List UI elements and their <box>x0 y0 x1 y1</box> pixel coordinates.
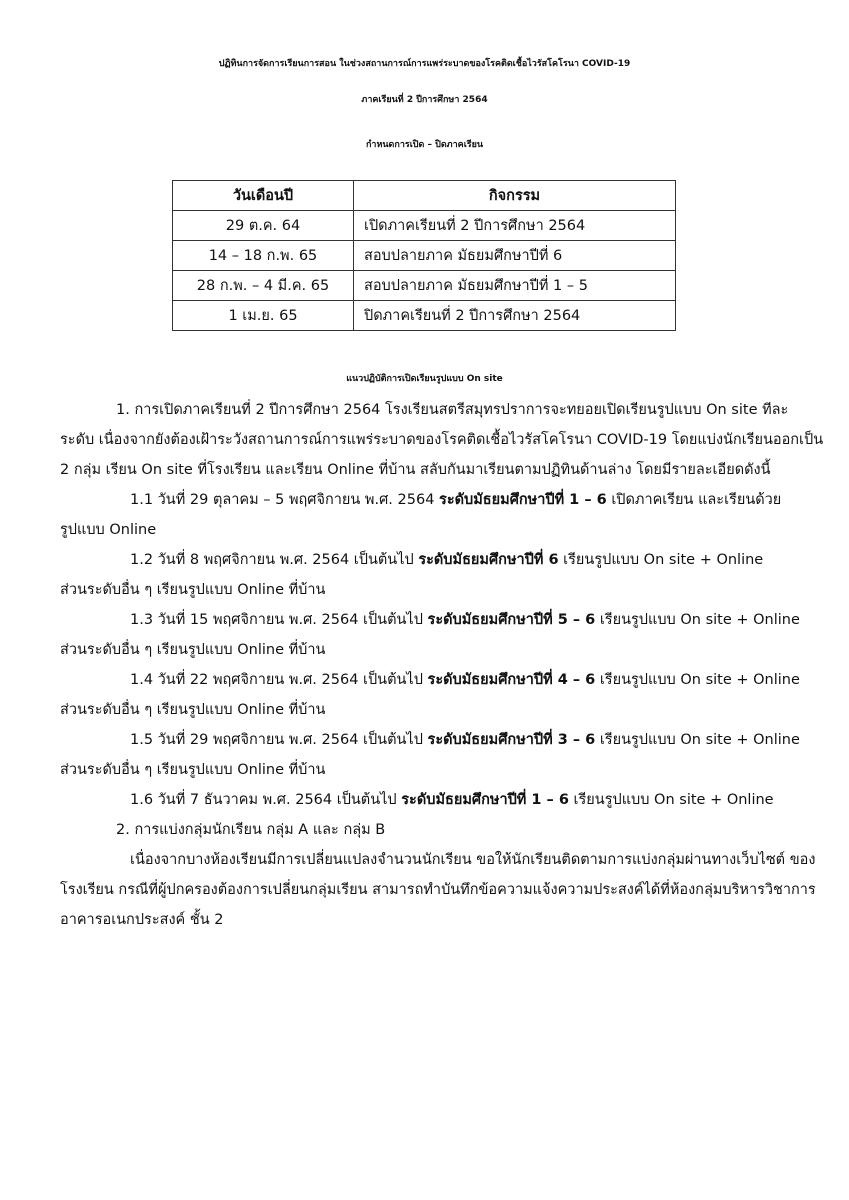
grade-level: ระดับมัธยมศึกษาปีที่ 3 – 6 <box>427 732 596 748</box>
list-item: 1.6 วันที่ 7 ธันวาคม พ.ศ. 2564 เป็นต้นไป ระดับมัธยมศึกษาปีที่ 1 – 6 เรียนรูปแบบ On site + Online <box>130 792 774 808</box>
grade-level: ระดับมัธยมศึกษาปีที่ 1 – 6 <box>401 792 569 808</box>
grade-level: ระดับมัธยมศึกษาปีที่ 4 – 6 <box>427 672 596 688</box>
paragraph-1-line-2: ระดับ เนื่องจากยังต้องเฝ้าระวังสถานการณ์การแพร่ระบาดของโรคติดเชื้อไวรัสโคโรนา COVID-19 โดยแบ่งนักเรียนออกเป็น <box>60 432 824 448</box>
paragraph-2-line-3: อาคารอเนกประสงค์ ชั้น 2 <box>60 912 224 928</box>
grade-level: ระดับมัธยมศึกษาปีที่ 5 – 6 <box>427 612 596 628</box>
schedule-table <box>172 180 676 331</box>
table-header-row <box>173 181 676 211</box>
cell-activity: ปิดภาคเรียนที่ 2 ปีการศึกษา 2564 <box>354 301 676 331</box>
paragraph-2-heading: 2. การแบ่งกลุ่มนักเรียน กลุ่ม A และ กลุ่ม B <box>116 822 386 838</box>
list-item-continuation: ส่วนระดับอื่น ๆ เรียนรูปแบบ Online ที่บ้าน <box>60 642 326 658</box>
guideline-heading: แนวปฏิบัติการเปิดเรียนรูปแบบ On site <box>346 374 503 384</box>
cell-date: 1 เม.ย. 65 <box>173 301 354 331</box>
grade-level: ระดับมัธยมศึกษาปีที่ 1 – 6 <box>439 492 607 508</box>
list-item-continuation: ส่วนระดับอื่น ๆ เรียนรูปแบบ Online ที่บ้าน <box>60 582 326 598</box>
table-row <box>173 211 676 241</box>
list-item: 1.3 วันที่ 15 พฤศจิกายน พ.ศ. 2564 เป็นต้นไป ระดับมัธยมศึกษาปีที่ 5 – 6 เรียนรูปแบบ On site + Online <box>130 612 800 628</box>
column-header-activity: กิจกรรม <box>354 181 676 211</box>
paragraph-2-line-2: โรงเรียน กรณีที่ผู้ปกครองต้องการเปลี่ยนกลุ่มเรียน สามารถทำบันทึกข้อความแจ้งความประสงค์ได้ที่ห้องกลุ่มบริหารวิชาการ <box>60 882 816 898</box>
cell-activity: สอบปลายภาค มัธยมศึกษาปีที่ 6 <box>354 241 676 271</box>
column-header-date: วันเดือนปี <box>173 181 354 211</box>
paragraph-2-line-1: เนื่องจากบางห้องเรียนมีการเปลี่ยนแปลงจำนวนนักเรียน ขอให้นักเรียนติดตามการแบ่งกลุ่มผ่านทางเว็บไซต์ ของ <box>130 852 816 868</box>
table-row <box>173 301 676 331</box>
cell-date: 28 ก.พ. – 4 มี.ค. 65 <box>173 271 354 301</box>
list-item-continuation: ส่วนระดับอื่น ๆ เรียนรูปแบบ Online ที่บ้าน <box>60 762 326 778</box>
list-item: 1.2 วันที่ 8 พฤศจิกายน พ.ศ. 2564 เป็นต้นไป ระดับมัธยมศึกษาปีที่ 6 เรียนรูปแบบ On site + Online <box>130 552 764 568</box>
table-row <box>173 271 676 301</box>
list-item-continuation: ส่วนระดับอื่น ๆ เรียนรูปแบบ Online ที่บ้าน <box>60 702 326 718</box>
list-item: 1.4 วันที่ 22 พฤศจิกายน พ.ศ. 2564 เป็นต้นไป ระดับมัธยมศึกษาปีที่ 4 – 6 เรียนรูปแบบ On site + Online <box>130 672 800 688</box>
grade-level: ระดับมัธยมศึกษาปีที่ 6 <box>418 552 559 568</box>
table-row <box>173 241 676 271</box>
list-item: 1.5 วันที่ 29 พฤศจิกายน พ.ศ. 2564 เป็นต้นไป ระดับมัธยมศึกษาปีที่ 3 – 6 เรียนรูปแบบ On site + Online <box>130 732 800 748</box>
cell-activity: เปิดภาคเรียนที่ 2 ปีการศึกษา 2564 <box>354 211 676 241</box>
document-title: ปฏิทินการจัดการเรียนการสอน ในช่วงสถานการณ์การแพร่ระบาดของโรคติดเชื้อไวรัสโคโรนา COVID-19 <box>218 59 631 69</box>
cell-date: 29 ต.ค. 64 <box>173 211 354 241</box>
document-subtitle: ภาคเรียนที่ 2 ปีการศึกษา 2564 <box>361 95 488 105</box>
cell-date: 14 – 18 ก.พ. 65 <box>173 241 354 271</box>
list-item: 1.1 วันที่ 29 ตุลาคม – 5 พฤศจิกายน พ.ศ. 2564 ระดับมัธยมศึกษาปีที่ 1 – 6 เปิดภาคเรียน และเรียนด้วย <box>130 492 782 508</box>
cell-activity: สอบปลายภาค มัธยมศึกษาปีที่ 1 – 5 <box>354 271 676 301</box>
list-item-continuation: รูปแบบ Online <box>60 522 157 538</box>
paragraph-1-line-1: 1. การเปิดภาคเรียนที่ 2 ปีการศึกษา 2564 โรงเรียนสตรีสมุทรปราการจะทยอยเปิดเรียนรูปแบบ On site ทีละ <box>116 402 789 418</box>
paragraph-1-line-3: 2 กลุ่ม เรียน On site ที่โรงเรียน และเรียน Online ที่บ้าน สลับกันมาเรียนตามปฏิทินด้านล่าง โดยมีรายละเอียดดังนี้ <box>60 462 771 478</box>
schedule-heading: กำหนดการเปิด – ปิดภาคเรียน <box>365 140 484 150</box>
